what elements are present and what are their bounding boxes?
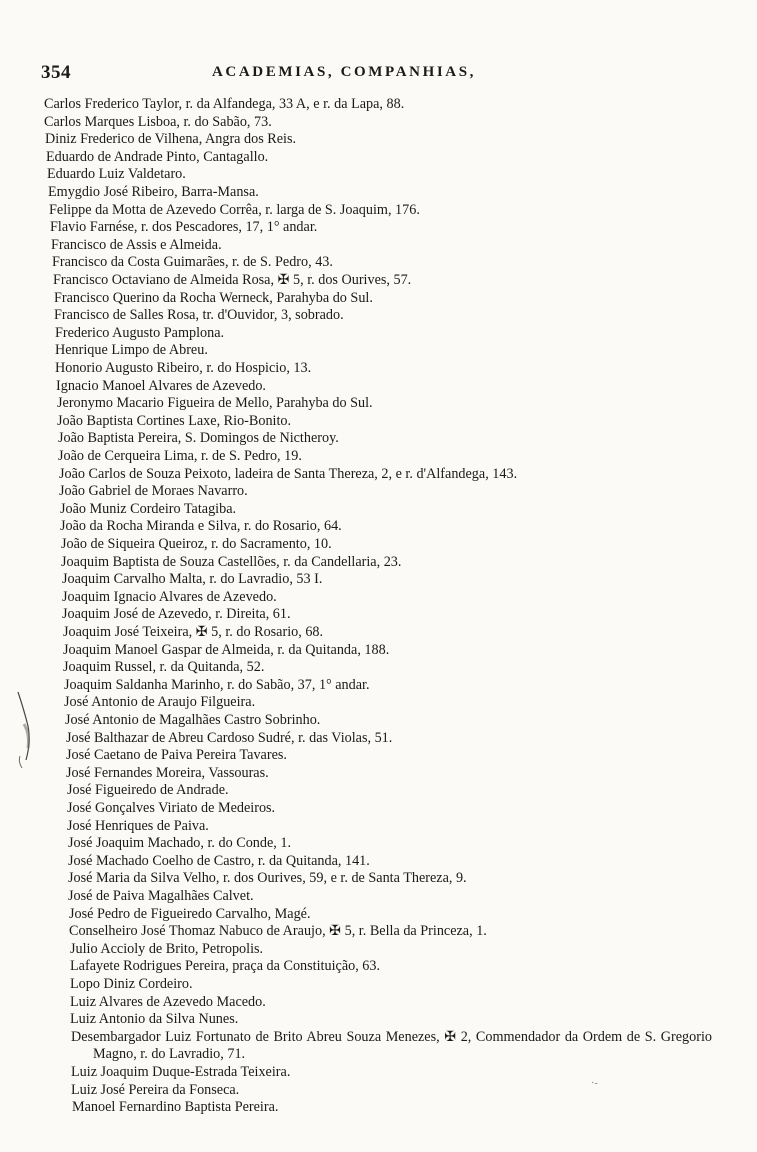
directory-entry: João Baptista Pereira, S. Domingos de Nictheroy.: [58, 430, 339, 447]
directory-entry: Luiz Antonio da Silva Nunes.: [70, 1011, 239, 1028]
directory-entry: Joaquim Saldanha Marinho, r. do Sabão, 37, 1° andar.: [64, 676, 370, 693]
directory-entry: Joaquim Manoel Gaspar de Almeida, r. da Quitanda, 188.: [63, 641, 390, 658]
directory-entry: Eduardo de Andrade Pinto, Cantagallo.: [46, 148, 269, 165]
directory-entry: Emygdio José Ribeiro, Barra-Mansa.: [48, 184, 259, 200]
directory-entry: Francisco da Costa Guimarães, r. de S. Pedro, 43.: [52, 254, 333, 271]
directory-entry: João de Siqueira Queiroz, r. do Sacramento, 10.: [61, 536, 332, 552]
directory-entry: Desembargador Luiz Fortunato de Brito Abreu Souza Menezes, ✠ 2, Commendador da Ordem de S. Gregorio Magno, r. do Lavradio, 71.: [71, 1028, 712, 1063]
directory-entry: José de Paiva Magalhães Calvet.: [68, 888, 254, 904]
directory-entry: Joaquim Baptista de Souza Castellões, r. da Candellaria, 23.: [61, 553, 402, 570]
print-speck: ·-: [591, 1078, 598, 1089]
directory-entry: Felippe da Motta de Azevedo Corrêa, r. larga de S. Joaquim, 176.: [49, 201, 420, 218]
directory-entry: José Antonio de Magalhães Castro Sobrinho.: [65, 712, 321, 728]
directory-entry: Conselheiro José Thomaz Nabuco de Araujo, ✠ 5, r. Bella da Princeza, 1.: [69, 923, 487, 940]
directory-entry: Frederico Augusto Pamplona.: [55, 324, 225, 341]
margin-smudge: [14, 690, 40, 770]
directory-entry: João Carlos de Souza Peixoto, ladeira de Santa Thereza, 2, e r. d'Alfandega, 143.: [59, 465, 518, 482]
directory-entry: Henrique Limpo de Abreu.: [55, 342, 208, 359]
directory-entry: Luiz Joaquim Duque-Estrada Teixeira.: [71, 1064, 291, 1080]
directory-entry: Julio Accioly de Brito, Petropolis.: [70, 940, 264, 957]
directory-entry: José Machado Coelho de Castro, r. da Quitanda, 141.: [68, 852, 370, 869]
directory-entry: Carlos Marques Lisboa, r. do Sabão, 73.: [44, 113, 272, 130]
directory-entry: Francisco de Assis e Almeida.: [51, 236, 222, 253]
directory-entry: Joaquim Ignacio Alvares de Azevedo.: [62, 588, 277, 605]
directory-entry: Diniz Frederico de Vilhena, Angra dos Reis.: [45, 131, 297, 148]
directory-entry: José Figueiredo de Andrade.: [67, 782, 229, 799]
directory-entry: João de Cerqueira Lima, r. de S. Pedro, 19.: [58, 448, 302, 464]
directory-entry: Joaquim Russel, r. da Quitanda, 52.: [63, 659, 265, 676]
directory-entry: Ignacio Manoel Alvares de Azevedo.: [56, 377, 266, 394]
directory-entry: José Fernandes Moreira, Vassouras.: [66, 764, 269, 781]
directory-entry: João Baptista Cortines Laxe, Rio-Bonito.: [57, 412, 292, 429]
directory-entry: Lafayete Rodrigues Pereira, praça da Constituição, 63.: [70, 958, 381, 975]
directory-entry: Jeronymo Macario Figueira de Mello, Parahyba do Sul.: [57, 395, 373, 412]
directory-entry: Francisco Octaviano de Almeida Rosa, ✠ 5, r. dos Ourives, 57.: [53, 272, 412, 288]
directory-entry: José Henriques de Paiva.: [67, 817, 209, 834]
directory-entry: Joaquim José de Azevedo, r. Direita, 61.: [62, 606, 291, 623]
directory-entry: João Gabriel de Moraes Navarro.: [59, 483, 248, 500]
directory-entry: Lopo Diniz Cordeiro.: [70, 976, 193, 992]
directory-entry: Carlos Frederico Taylor, r. da Alfandega, 33 A, e r. da Lapa, 88.: [44, 96, 405, 112]
directory-entry: José Antonio de Araujo Filgueira.: [64, 694, 256, 711]
directory-entry: José Pedro de Figueiredo Carvalho, Magé.: [69, 905, 311, 922]
directory-entry: José Gonçalves Viriato de Medeiros.: [67, 800, 276, 816]
directory-entry: Joaquim José Teixeira, ✠ 5, r. do Rosario, 68.: [63, 624, 324, 640]
directory-entry: José Maria da Silva Velho, r. dos Ourives, 59, e r. de Santa Thereza, 9.: [68, 870, 467, 887]
directory-entry: José Balthazar de Abreu Cardoso Sudré, r. das Violas, 51.: [66, 729, 393, 746]
directory-entry: José Joaquim Machado, r. do Conde, 1.: [68, 835, 292, 852]
directory-entry: Manoel Fernardino Baptista Pereira.: [72, 1099, 279, 1116]
directory-entry: Luiz José Pereira da Fonseca.: [71, 1081, 240, 1098]
directory-entry: Eduardo Luiz Valdetaro.: [47, 166, 186, 183]
directory-entry: Honorio Augusto Ribeiro, r. do Hospicio, 13.: [55, 360, 312, 376]
directory-entry: José Caetano de Paiva Pereira Tavares.: [66, 747, 287, 764]
directory-entry: João Muniz Cordeiro Tatagiba.: [60, 500, 237, 517]
directory-entry: Luiz Alvares de Azevedo Macedo.: [70, 993, 266, 1010]
directory-entry: João da Rocha Miranda e Silva, r. do Rosario, 64.: [60, 518, 342, 535]
running-head: ACADEMIAS, COMPANHIAS,: [212, 64, 477, 80]
directory-entry: Francisco Querino da Rocha Werneck, Parahyba do Sul.: [54, 289, 373, 306]
page-number: 354: [41, 62, 71, 83]
directory-entry: Flavio Farnése, r. dos Pescadores, 17, 1° andar.: [50, 219, 318, 236]
directory-entry: Francisco de Salles Rosa, tr. d'Ouvidor, 3, sobrado.: [54, 307, 344, 324]
directory-entry: Joaquim Carvalho Malta, r. do Lavradio, 53 I.: [62, 571, 323, 588]
